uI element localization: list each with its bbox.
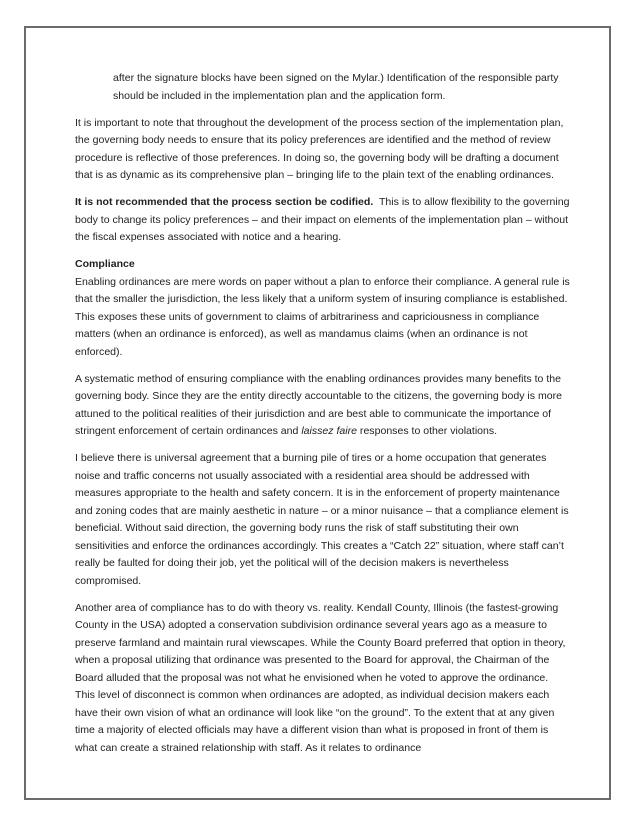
document-body (75, 70, 573, 757)
compliance-paragraph: Enabling ordinances are mere words on paper without a plan to enforce their compliance. A general rule is that the smaller the jurisdiction, the less likely that a uniform system of insuring compliance is established. This exposes these units of government to claims of arbitrariness and capriciousness in compliance matters (when an ordinance is enforced), as well as mandamus claims (when an ordinance is not enforced). (75, 275, 570, 358)
systematic-paragraph (75, 371, 570, 441)
codified-paragraph (75, 194, 573, 247)
process-paragraph: It is important to note that throughout the development of the process section of the implementation plan, the governing body needs to ensure that its policy preferences are identified and the method of review procedure is reflective of those preferences. In doing so, the governing body will be drafting a document that is as dynamic as its comprehensive plan – bringing life to the plain text of the enabling ordinances. (75, 116, 564, 181)
codified-emphasis: It is not recommended that the process section be codified. (75, 196, 374, 208)
systematic-text-b: responses to other violations. (357, 425, 498, 437)
compliance-heading: Compliance (75, 258, 135, 270)
continued-paragraph: after the signature blocks have been signed on the Mylar.) Identification of the responsible party should be included in the implementation plan and the application form. (113, 72, 559, 102)
codified-text: This is to allow flexibility to the governing body to change its policy preferences – and their impact on elements of the implementation plan – without the fiscal expenses associated with notice and a hearing. (75, 196, 573, 243)
another-paragraph: Another area of compliance has to do with theory vs. reality. Kendall County, Illinois (the fastest-growing County in the USA) adopted a conservation subdivision ordinance several years ago as a measure to preserve farmland and maintain rural viewscapes. While the County Board preferred that option in theory, when a proposal utilizing that ordinance was presented to the Board for approval, the Chairman of the Board alluded that the proposal was not what he envisioned when he voted to approve the ordinance. This level of disconnect is common when ordinances are adopted, as individual decision makers each have their own vision of what an ordinance will look like “on the ground”. To the extent that at any given time a majority of elected officials may have a different vision than what is proposed in front of them is what can create a strained relationship with staff. As it relates to ordinance (75, 601, 566, 754)
believe-paragraph: I believe there is universal agreement that a burning pile of tires or a home occupation that generates noise and traffic concerns not usually associated with a residential area should be addressed with measures appropriate to the health and safety concern. It is in the enforcement of property maintenance and zoning codes that are mainly aesthetic in nature – or a minor nuisance – that a compliance element is beneficial. Without said direction, the governing body runs the risk of staff substituting their own sensitivities and enforce the ordinances accordingly. This creates a “Catch 22” situation, where staff can’t really be faulted for doing their job, yet the political will of the decision makers is nevertheless compromised. (75, 452, 569, 587)
systematic-italic: laissez faire (301, 425, 357, 437)
systematic-text-a: A systematic method of ensuring compliance with the enabling ordinances provides many benefits to the governing body. Since they are the entity directly accountable to the citizens, the governing body is more attuned to the political realities of their jurisdiction and are best able to communicate the importance of stringent enforcement of certain ordinances and (75, 372, 563, 437)
